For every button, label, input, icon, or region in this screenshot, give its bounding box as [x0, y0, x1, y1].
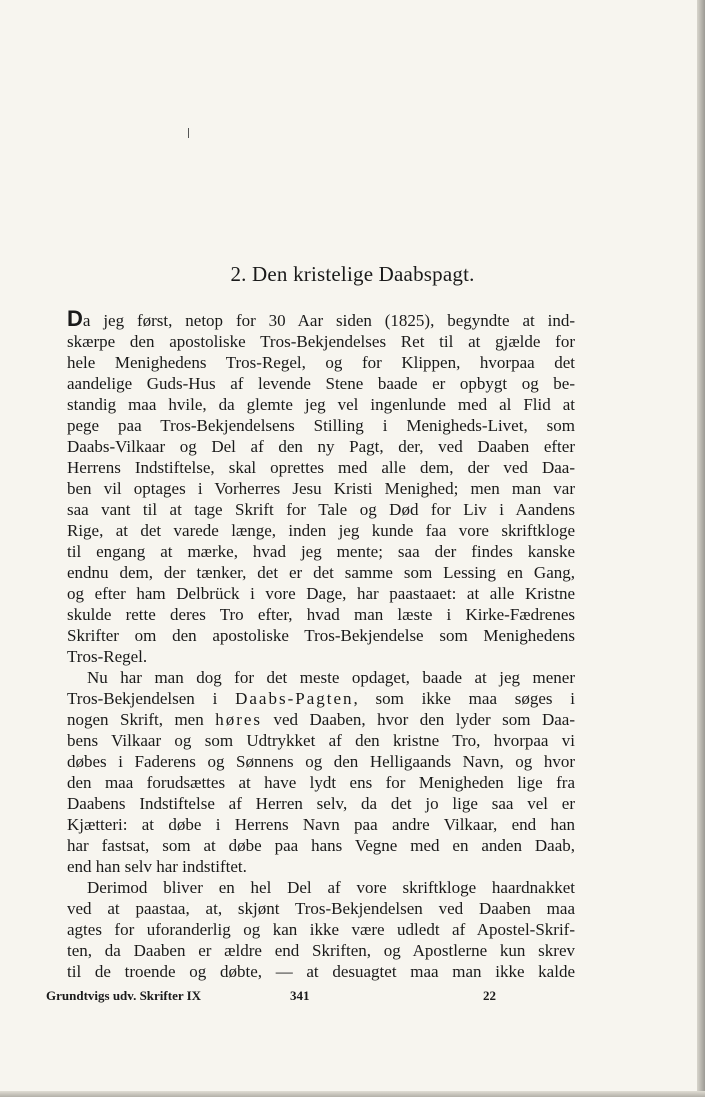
text-line: endnu dem, der tænker, det er det samme som Lessing en Gang, — [67, 563, 575, 582]
drop-cap: D — [67, 306, 83, 331]
text-line: døbes i Faderens og Sønnens og den Helligaands Navn, og hvor — [67, 752, 575, 771]
emphasis-spaced: Daabs-Pagten — [235, 689, 354, 708]
section-heading: 2. Den kristelige Daabspagt. — [230, 262, 475, 286]
text-line: Daabs-Vilkaar og Del af den ny Pagt, der, ved Daaben efter — [67, 437, 575, 456]
text-line: ten, da Daaben er ældre end Skriften, og Apostlerne kun skrev — [67, 941, 575, 960]
text-line: aandelige Guds-Hus af levende Stene baade er opbygt og be- — [67, 374, 575, 393]
text-line: ved at paastaa, at, skjønt Tros-Bekjendelsen ved Daaben maa — [67, 899, 575, 918]
text-line: Rige, at det varede længe, inden jeg kunde faa vore skriftkloge — [67, 521, 575, 540]
text-line: har fastsat, som at døbe paa hans Vegne med en anden Daab, — [67, 836, 575, 855]
text-line: agtes for uforanderlig og kan ikke være udledt af Apostel-Skrif- — [67, 920, 575, 939]
text-line: Herrens Indstiftelse, skal oprettes med alle dem, der ved Daa- — [67, 458, 575, 477]
text-line: ben vil optages i Vorherres Jesu Kristi Menighed; men man var — [67, 479, 575, 498]
text-line: Skrifter om den apostoliske Tros-Bekjendelse som Menighedens — [67, 626, 575, 645]
text-line: Kjætteri: at døbe i Herrens Navn paa andre Vilkaar, end han — [67, 815, 575, 834]
text-line: og efter ham Delbrück i vore Dage, har paastaaet: at alle Kristne — [67, 584, 575, 603]
text-line: Daabens Indstiftelse af Herren selv, da det jo lige saa vel er — [67, 794, 575, 813]
text-line: bens Vilkaar og som Udtrykket af den kristne Tro, hvorpaa vi — [67, 731, 575, 750]
text-line: skulde rette deres Tro efter, hvad man læste i Kirke-Fædrenes — [67, 605, 575, 624]
text-line: pege paa Tros-Bekjendelsens Stilling i Menigheds-Livet, som — [67, 416, 575, 435]
text-line: Derimod bliver en hel Del af vore skriftkloge haardnakket — [87, 878, 575, 897]
text-line: hele Menighedens Tros-Regel, og for Klippen, hvorpaa det — [67, 353, 575, 372]
footer-source: Grundtvigs udv. Skrifter IX — [46, 988, 202, 1003]
footer-sheet-number: 22 — [483, 988, 496, 1003]
text-line: til engang at mærke, hvad jeg mente; saa der findes kanske — [67, 542, 575, 561]
text-line: Tros-Regel. — [67, 647, 148, 666]
text-line: Tros-Bekjendelsen i Daabs-Pagten, som ikke maa søges i — [67, 689, 576, 708]
text-line: standig maa hvile, da glemte jeg vel ingenlunde med al Flid at — [67, 395, 575, 414]
text-line: end han selv har indstiftet. — [67, 857, 247, 876]
text-line: den maa forudsættes at have lydt ens for Menigheden lige fra — [67, 773, 575, 792]
body-text — [67, 308, 575, 982]
text-line: nogen Skrift, men høres ved Daaben, hvor den lyder som Daa- — [67, 710, 575, 729]
footer-page-number: 341 — [290, 988, 310, 1003]
print-speck — [188, 128, 189, 138]
text-line: til de troende og døbte, — at desuagtet maa man ikke kalde — [67, 962, 575, 981]
page-edge-right — [697, 0, 705, 1097]
page-edge-bottom — [0, 1091, 705, 1097]
text-line: saa vant til at tage Skrift for Tale og Død for Liv i Aandens — [67, 500, 575, 519]
emphasis-spaced: høres — [215, 710, 263, 729]
text-line: skærpe den apostoliske Tros-Bekjendelses Ret til at gjælde for — [67, 332, 575, 351]
text-line: Da jeg først, netop for 30 Aar siden (1825), begyndte at ind- — [67, 306, 575, 331]
text-line: Nu har man dog for det meste opdaget, baade at jeg mener — [87, 668, 575, 687]
